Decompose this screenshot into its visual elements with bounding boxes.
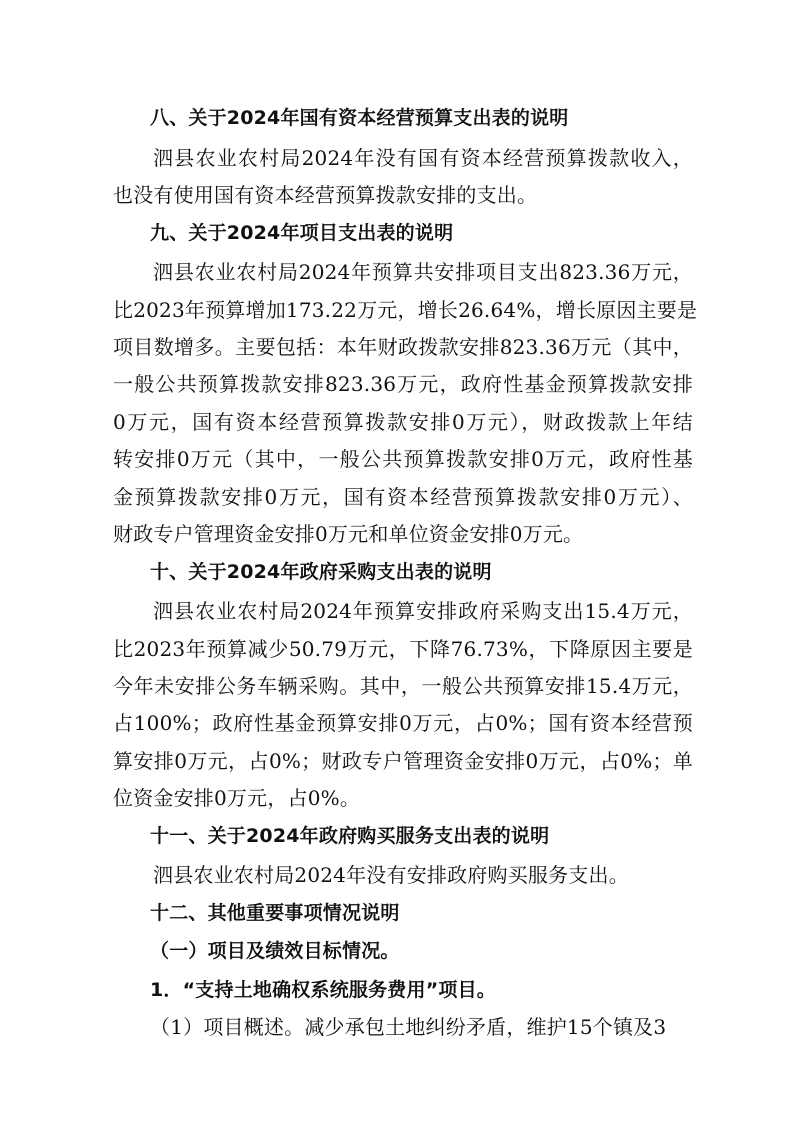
section-heading-11: 十一、关于2024年政府购买服务支出表的说明: [150, 825, 550, 847]
paragraph-line: 今年未安排公务车辆采购。其中，一般公共预算安排15.4万元，: [113, 674, 693, 698]
paragraph-line: 一般公共预算拨款安排823.36万元，政府性基金预算拨款安排: [113, 372, 693, 396]
paragraph-line: 泗县农业农村局2024年没有国有资本经营预算拨款收入，: [153, 146, 693, 170]
paragraph-line: 位资金安排0万元，占0%。: [113, 786, 361, 810]
paragraph-line: 转安排0万元（其中，一般公共预算拨款安排0万元，政府性基: [113, 447, 693, 471]
paragraph-line: 泗县农业农村局2024年预算共安排项目支出823.36万元，: [153, 260, 693, 284]
paragraph-line: 财政专户管理资金安排0万元和单位资金安排0万元。: [113, 522, 584, 546]
subheading-project-1: 1．“支持土地确权系统服务费用”项目。: [150, 979, 496, 1001]
section-heading-12: 十二、其他重要事项情况说明: [150, 902, 400, 924]
paragraph-line: 0万元，国有资本经营预算拨款安排0万元），财政拨款上年结: [113, 410, 693, 434]
paragraph-line: 泗县农业农村局2024年没有安排政府购买服务支出。: [153, 863, 629, 887]
section-heading-10: 十、关于2024年政府采购支出表的说明: [150, 561, 492, 583]
paragraph-line: 泗县农业农村局2024年预算安排政府采购支出15.4万元，: [153, 599, 693, 623]
paragraph-line: 项目数增多。主要包括：本年财政拨款安排823.36万元（其中，: [113, 335, 693, 359]
paragraph-line: 比2023年预算减少50.79万元，下降76.73%，下降原因主要是: [113, 637, 693, 661]
paragraph-line: 占100%；政府性基金预算安排0万元，占0%；国有资本经营预: [113, 711, 693, 735]
paragraph-line: 金预算拨款安排0万元，国有资本经营预算拨款安排0万元）、: [113, 485, 693, 509]
paragraph-line: 算安排0万元，占0%；财政专户管理资金安排0万元，占0%；单: [113, 749, 693, 773]
paragraph-line: （1）项目概述。减少承包土地纠纷矛盾，维护15个镇及3: [150, 1015, 667, 1039]
section-heading-8: 八、关于2024年国有资本经营预算支出表的说明: [150, 107, 569, 129]
section-heading-9: 九、关于2024年项目支出表的说明: [150, 222, 454, 244]
paragraph-line: 比2023年预算增加173.22万元，增长26.64%，增长原因主要是: [113, 298, 698, 322]
subheading-project-targets: （一）项目及绩效目标情况。: [150, 940, 400, 962]
paragraph-line: 也没有使用国有资本经营预算拨款安排的支出。: [113, 183, 538, 207]
